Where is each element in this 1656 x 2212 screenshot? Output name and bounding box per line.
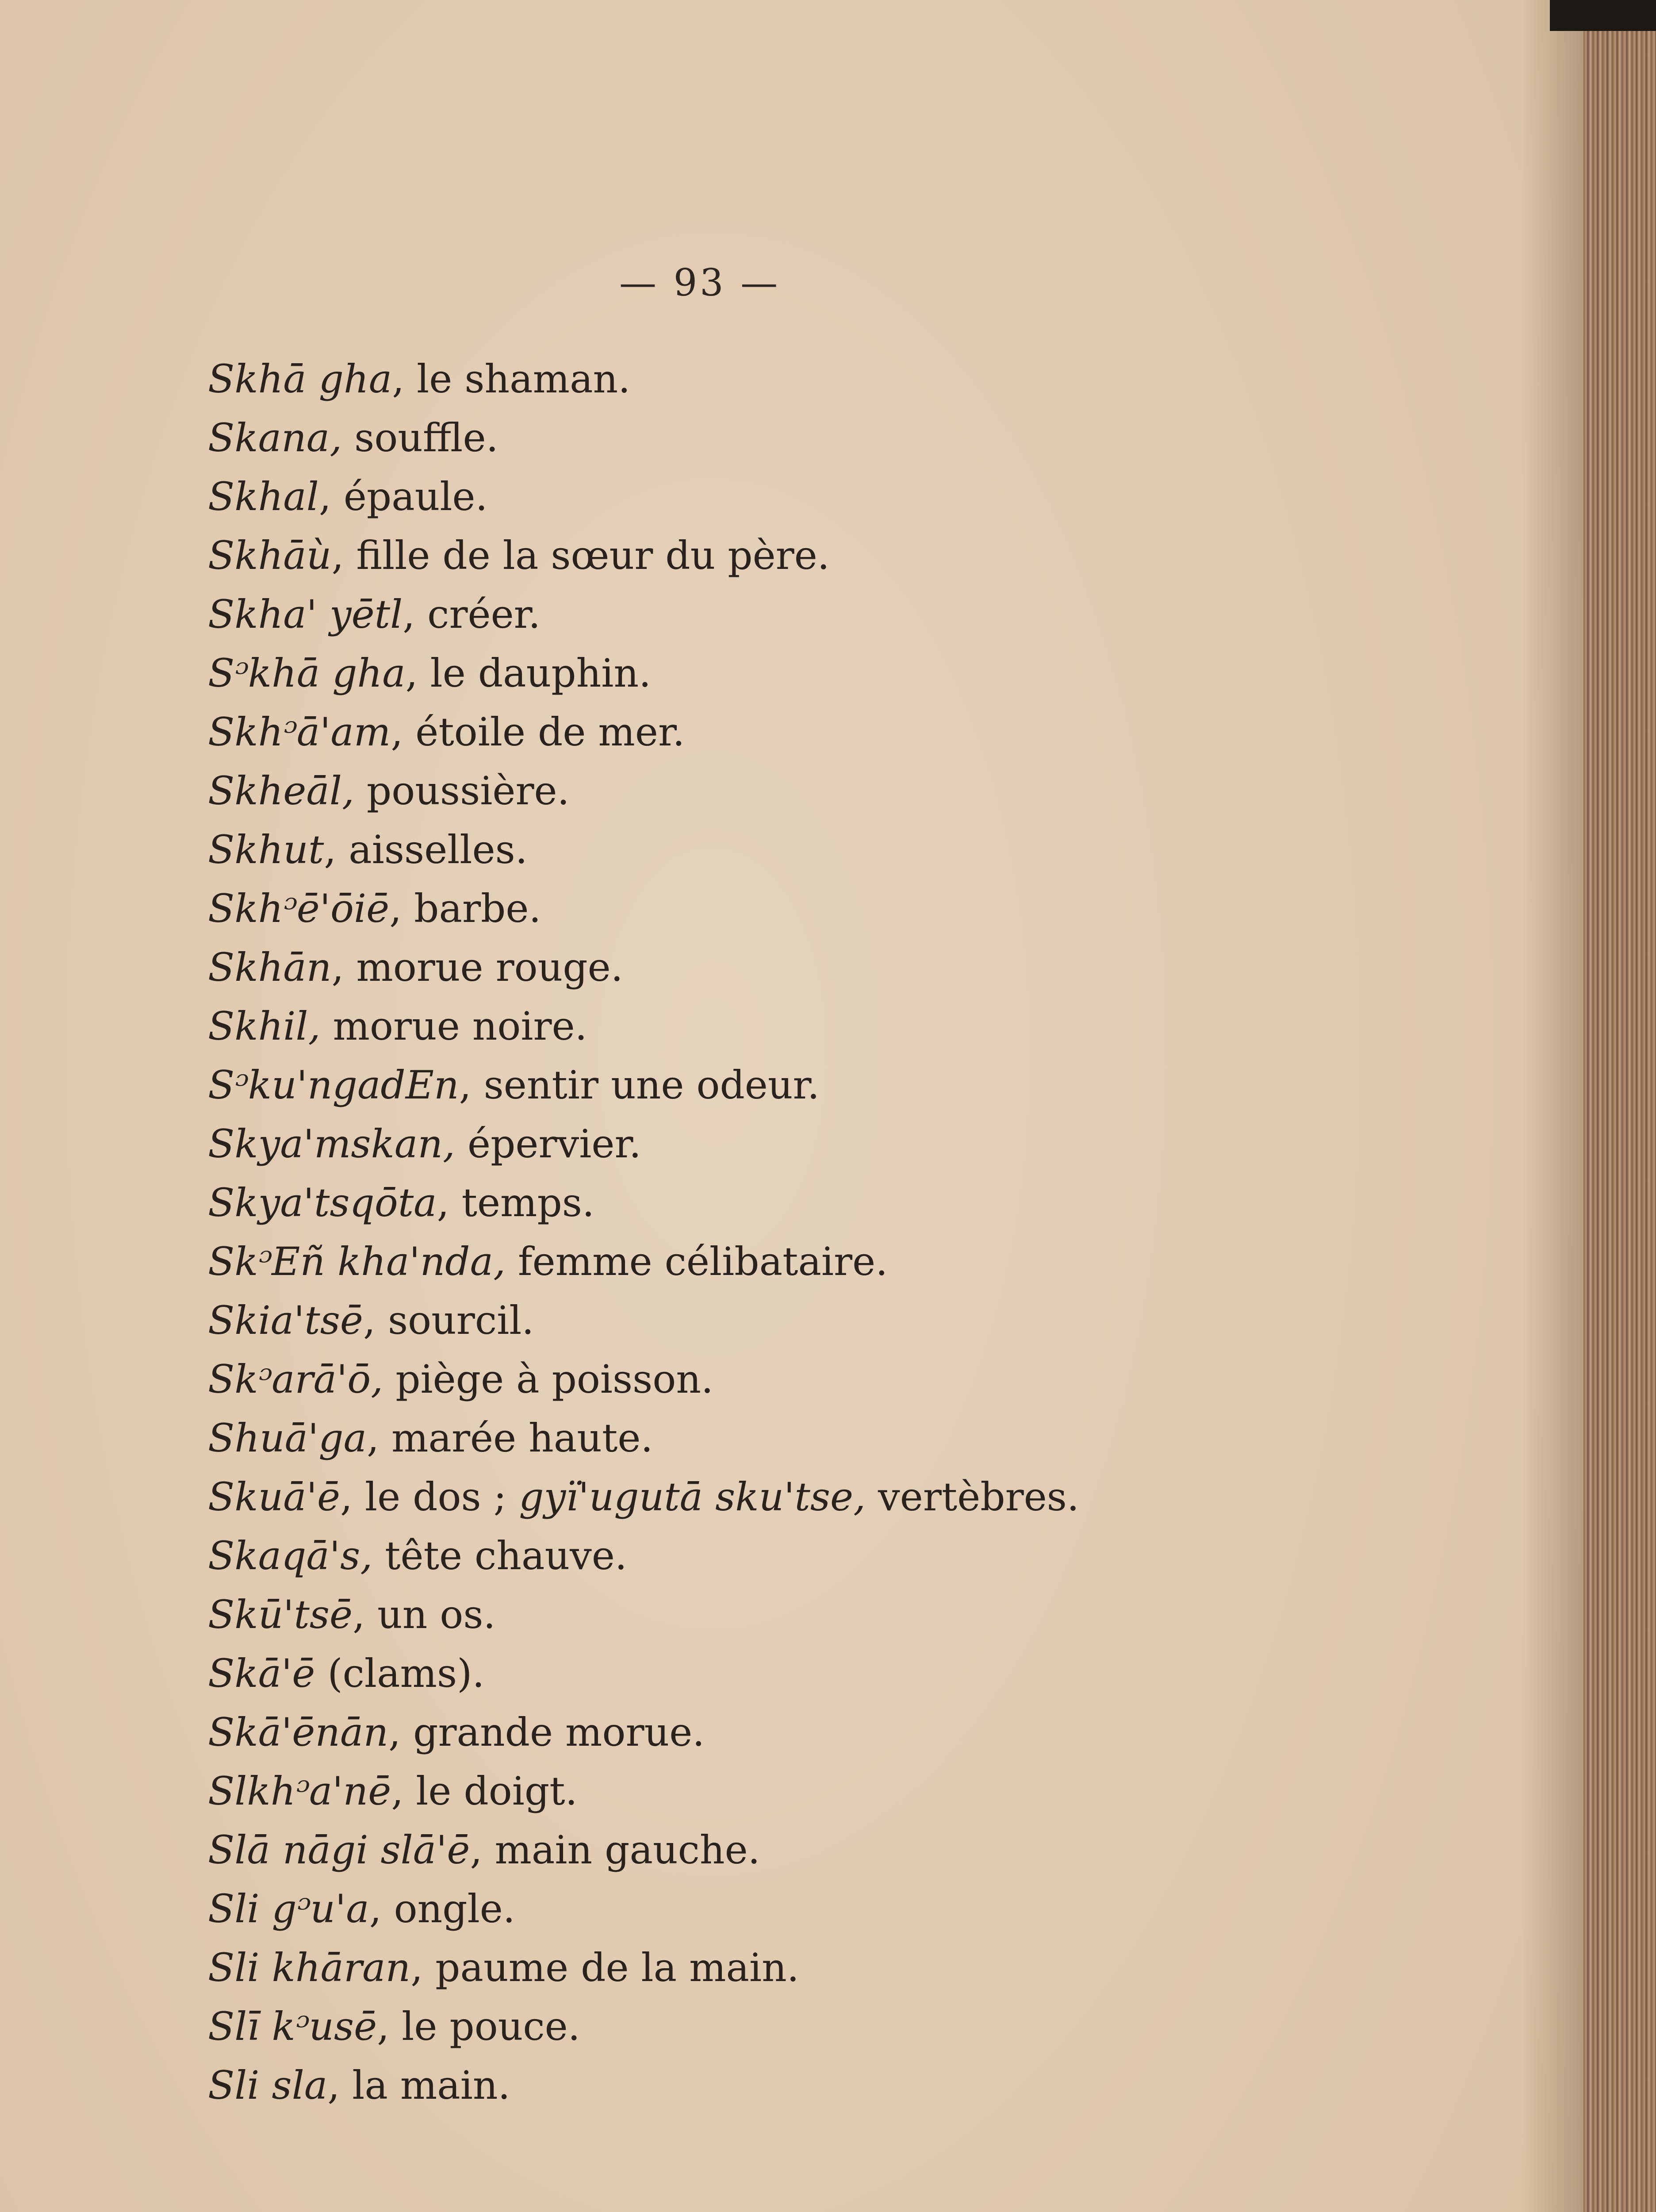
entry-term: Sᵓku'ngadEn (208, 1062, 459, 1108)
vocabulary-entry (208, 1997, 1491, 2056)
entry-definition: , marée haute. (367, 1415, 653, 1461)
vocabulary-entry (208, 1114, 1491, 1173)
entry-term: Skha' yētl (208, 591, 403, 637)
entry-term: Skya'mskan, (208, 1121, 456, 1167)
background-corner (1550, 0, 1656, 31)
entry-term: Slkhᵓa'nē (208, 1768, 391, 1814)
entry-term: Skana, (208, 415, 342, 461)
entry-definition: tête chauve. (372, 1533, 627, 1578)
entry-term: Shuā'ga (208, 1415, 367, 1461)
vocabulary-entry (208, 1526, 1491, 1585)
vocabulary-entry (208, 1938, 1491, 1997)
entry-term: Skᵓarā'ō, (208, 1356, 383, 1402)
vocabulary-entry (208, 938, 1491, 997)
entry-definition: , sourcil. (363, 1298, 534, 1343)
vocabulary-entry (208, 1820, 1491, 1879)
entry-definition: , temps. (437, 1180, 594, 1225)
vocabulary-entry (208, 408, 1491, 467)
vocabulary-entry (208, 1762, 1491, 1820)
vocabulary-entry (208, 1409, 1491, 1467)
entry-definition: morue noire. (320, 1003, 587, 1049)
entry-definition: poussière. (354, 768, 570, 814)
entry-definition: , le pouce. (377, 2004, 580, 2049)
vocabulary-entry (208, 1173, 1491, 1232)
entry-definition: épervier. (455, 1121, 641, 1167)
entry-term: Sᵓkhā gha (208, 650, 406, 696)
vocabulary-entry (208, 997, 1491, 1056)
vocabulary-entry (208, 585, 1491, 644)
entry-definition: , ongle. (369, 1886, 515, 1932)
entry-term: Skia'tsē (208, 1298, 364, 1343)
entry-definition: , fille de la sœur du père. (331, 533, 830, 578)
entry-definition: , le dos ; (340, 1474, 519, 1520)
entry-term: Sli gᵓu'a (208, 1886, 369, 1932)
vocabulary-entry (208, 703, 1491, 761)
vocabulary-list (208, 349, 1491, 2115)
entry-term: Skya'tsqōta (208, 1180, 437, 1225)
entry-term: Skā'ēnān (208, 1709, 389, 1755)
vocabulary-entry (208, 1056, 1491, 1114)
vocabulary-entry (208, 526, 1491, 585)
entry-term: Slī kᵓusē (208, 2004, 377, 2049)
vocabulary-entry (208, 1350, 1491, 1409)
page-number: — 93 — (619, 261, 781, 304)
entry-definition: , grande morue. (388, 1709, 705, 1755)
entry-definition: (clams). (315, 1651, 485, 1696)
entry-definition: , aisselles. (324, 827, 528, 872)
entry-term: Skaqā's, (208, 1533, 373, 1578)
entry-definition-secondary: vertèbres. (866, 1474, 1079, 1520)
vocabulary-entry (208, 1703, 1491, 1762)
entry-term: Skheāl, (208, 768, 354, 814)
vocabulary-entry (208, 1291, 1491, 1350)
page-edges (1583, 0, 1656, 2212)
entry-definition: , paume de la main. (410, 1945, 799, 1990)
entry-term: Skhut (208, 827, 324, 872)
entry-definition: , le shaman. (392, 356, 631, 402)
vocabulary-entry (208, 2056, 1491, 2115)
entry-definition: , le dauphin. (405, 650, 652, 696)
entry-term: Skhā gha (208, 356, 392, 402)
vocabulary-entry (208, 1585, 1491, 1644)
vocabulary-entry (208, 1467, 1491, 1526)
entry-definition: , main gauche. (470, 1827, 760, 1873)
entry-term: SkᵓEñ kha'nda, (208, 1239, 506, 1284)
entry-definition: , épaule. (318, 474, 488, 519)
entry-term: Skhal (208, 474, 319, 519)
entry-term: Skhᵓē'ōiē (208, 886, 390, 931)
vocabulary-entry (208, 761, 1491, 820)
binding-shadow (1522, 0, 1583, 2212)
vocabulary-entry (208, 820, 1491, 879)
entry-definition: , un os. (353, 1592, 496, 1637)
entry-definition: , morue rouge. (331, 945, 623, 990)
entry-definition: femme célibataire. (506, 1239, 888, 1284)
entry-definition: , étoile de mer. (391, 709, 685, 755)
entry-definition: piège à poisson. (383, 1356, 713, 1402)
entry-term: Skhān (208, 945, 332, 990)
entry-definition: , le doigt. (391, 1768, 578, 1814)
entry-term: Skhāù (208, 533, 332, 578)
vocabulary-entry (208, 1644, 1491, 1703)
entry-term: Sli khāran (208, 1945, 411, 1990)
vocabulary-entry (208, 644, 1491, 703)
entry-definition: , barbe. (389, 886, 541, 931)
entry-term: Sli sla (208, 2062, 328, 2108)
entry-term-secondary: gyï'ugutā sku'tse, (519, 1474, 866, 1520)
entry-term: Slā nāgi slā'ē (208, 1827, 470, 1873)
entry-term: Skā'ē (208, 1651, 315, 1696)
vocabulary-entry (208, 349, 1491, 408)
entry-definition: , sentir une odeur. (459, 1062, 820, 1108)
vocabulary-entry (208, 1232, 1491, 1291)
vocabulary-entry (208, 1879, 1491, 1938)
entry-definition: , la main. (327, 2062, 510, 2108)
vocabulary-entry (208, 467, 1491, 526)
entry-term: Skū'tsē (208, 1592, 353, 1637)
entry-term: Skhᵓā'am (208, 709, 391, 755)
entry-definition: souffle. (342, 415, 498, 461)
vocabulary-entry (208, 879, 1491, 938)
entry-definition: , créer. (402, 591, 541, 637)
entry-term: Skuā'ē (208, 1474, 341, 1520)
entry-term: Skhil, (208, 1003, 321, 1049)
